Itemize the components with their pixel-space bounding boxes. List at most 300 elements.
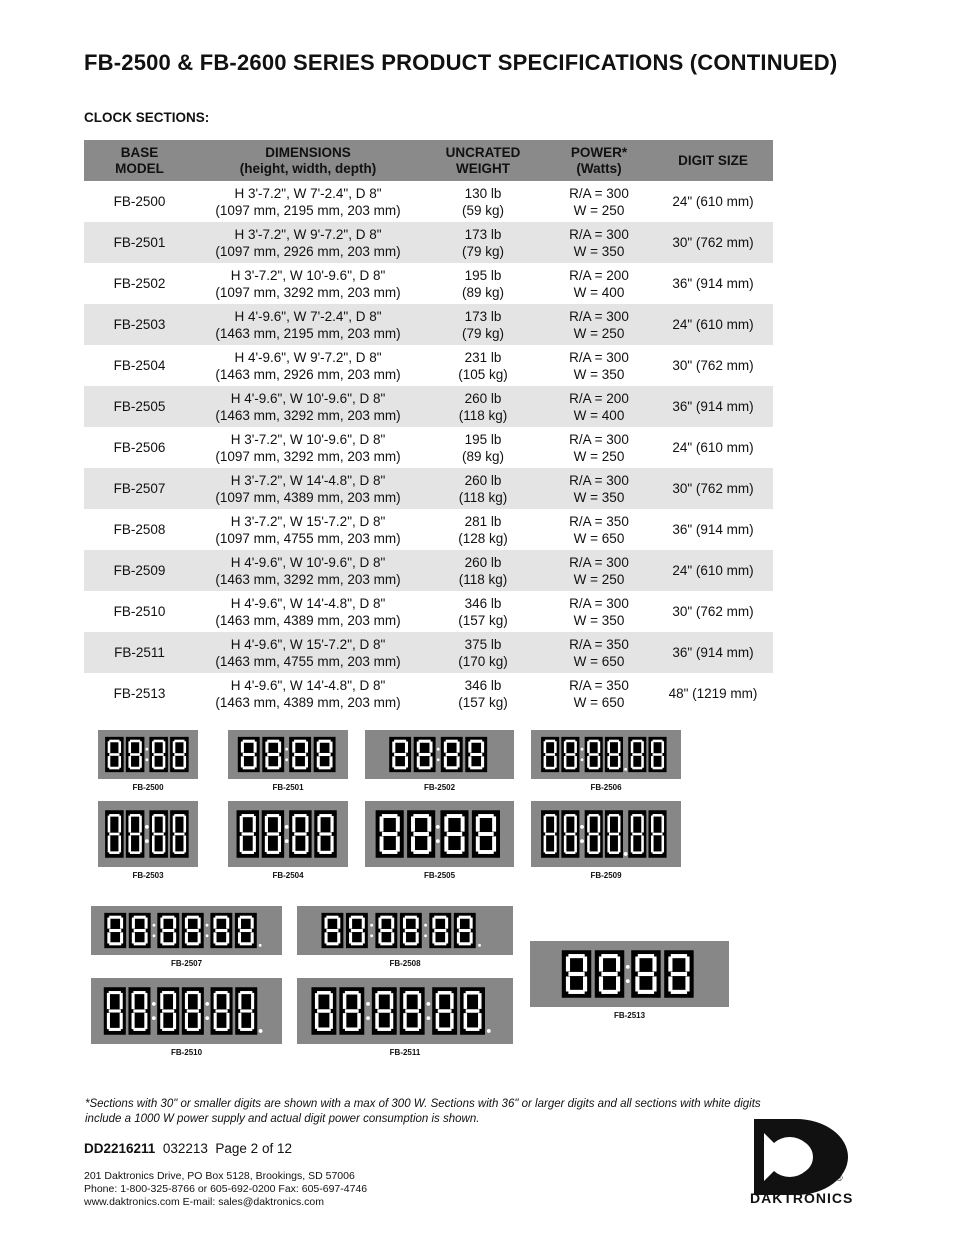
digit-segment	[226, 932, 229, 943]
digit-segment	[305, 816, 308, 832]
digit-segment	[447, 832, 463, 836]
digit-segment	[160, 1013, 163, 1029]
digit-segment	[609, 740, 619, 743]
table-row	[84, 263, 773, 304]
cell-model	[84, 427, 195, 468]
table-row	[84, 181, 773, 222]
digit-segment	[609, 833, 619, 836]
cell-weight	[421, 386, 545, 427]
digit-segment	[470, 932, 473, 943]
digit-segment	[380, 836, 384, 851]
cell-text: (157 kg)	[458, 694, 508, 710]
cell-text: (79 kg)	[461, 243, 505, 259]
colon-dot	[285, 758, 288, 761]
digit-segment	[243, 753, 255, 756]
digit-segment	[394, 753, 406, 756]
cell-text: 195 lb	[464, 431, 502, 447]
cell-text: R/A = 300	[569, 349, 629, 365]
cell-text: 173 lb	[464, 226, 502, 242]
cell-weight	[421, 673, 545, 714]
header-line: POWER*	[570, 144, 628, 160]
cell-dimensions	[195, 509, 421, 550]
digit-segment	[118, 741, 121, 753]
digit-segment	[351, 942, 363, 945]
digit-segment	[362, 918, 365, 929]
clock-diagram	[297, 906, 513, 955]
document-id: DD2216211	[84, 1141, 156, 1156]
header-line: DIMENSIONS	[265, 144, 351, 160]
digit-segment	[396, 816, 400, 831]
digit-segment	[607, 836, 610, 853]
digit-segment	[139, 816, 142, 833]
digit-segment	[215, 942, 227, 945]
digit-segment	[631, 836, 634, 853]
digit-segment	[429, 742, 432, 753]
cell-model	[84, 181, 195, 222]
colon-dot	[285, 839, 289, 843]
digit-segment	[242, 851, 254, 854]
cell-text: FB-2513	[113, 686, 166, 701]
digit-segment	[685, 957, 689, 972]
clock-digits	[365, 730, 514, 779]
digit-segment	[108, 741, 111, 753]
digit-segment	[120, 918, 123, 929]
digit-segment	[390, 993, 393, 1009]
cell-text: FB-2502	[113, 276, 166, 291]
digit-segment	[243, 766, 255, 769]
digit-segment	[392, 756, 395, 767]
digit-segment	[294, 766, 306, 769]
digit-segment	[242, 814, 254, 817]
digit-segment	[641, 756, 644, 768]
cell-model	[84, 632, 195, 673]
digit-segment	[405, 991, 419, 994]
digit-segment	[438, 1009, 452, 1012]
cell-text: FB-2503	[113, 317, 166, 332]
cell-text: R/A = 300	[569, 226, 629, 242]
document-revision: 032213	[162, 1141, 208, 1156]
cell-text: (170 kg)	[458, 653, 508, 669]
digit-segment	[152, 756, 155, 768]
page-number: Page 2 of 12	[215, 1141, 292, 1156]
cell-power	[545, 673, 653, 714]
clock-digits	[297, 978, 513, 1044]
cell-model	[84, 509, 195, 550]
digit-segment	[545, 753, 555, 756]
cell-text: 231 lb	[464, 349, 502, 365]
digit-segment	[185, 918, 188, 929]
clock-label: FB-2513	[613, 1011, 646, 1020]
digit-segment	[464, 1013, 467, 1029]
cell-digit-size	[653, 673, 773, 714]
digit-segment	[183, 756, 186, 768]
digit-segment	[267, 766, 279, 769]
cell-text: W = 400	[573, 284, 625, 300]
digit-segment	[329, 742, 332, 753]
digit-segment	[609, 814, 619, 817]
digit-segment	[265, 742, 268, 753]
cell-dimensions	[195, 386, 421, 427]
digit-segment	[183, 816, 186, 833]
cell-weight	[421, 550, 545, 591]
digit-segment	[589, 833, 599, 836]
cell-text: 260 lb	[464, 390, 502, 406]
digit-segment	[345, 991, 359, 994]
clock-digits	[91, 978, 282, 1044]
digit-segment	[317, 742, 320, 753]
digit-segment	[349, 918, 352, 929]
cell-digit-size	[653, 181, 773, 222]
table-row	[84, 591, 773, 632]
digit-segment	[265, 836, 268, 852]
digit-segment	[436, 1013, 439, 1029]
digit-segment	[405, 1027, 419, 1030]
digit-segment	[107, 993, 110, 1009]
digit-segment	[305, 756, 308, 767]
cell-power	[545, 509, 653, 550]
colon-dot	[580, 825, 584, 829]
digit-segment	[459, 916, 471, 919]
cell-digit-size	[653, 591, 773, 632]
digit-segment	[413, 850, 429, 854]
digit-segment	[163, 741, 166, 753]
logo-wordmark: DAKTRONICS	[750, 1190, 854, 1206]
digit-segment	[213, 932, 216, 943]
digit-segment	[427, 836, 431, 851]
section-heading: CLOCK SECTIONS:	[84, 110, 210, 125]
digit-segment	[226, 993, 229, 1009]
digit-segment	[325, 932, 328, 943]
colon-dot	[285, 825, 289, 829]
digit-segment	[492, 816, 496, 831]
digit-segment	[607, 756, 610, 768]
digit-segment	[329, 756, 332, 767]
digit-segment	[417, 756, 420, 767]
digit-segment	[638, 972, 654, 976]
digit-segment	[173, 741, 176, 753]
digit-segment	[564, 836, 567, 853]
digit-segment	[267, 851, 279, 854]
digit-segment	[319, 851, 331, 854]
cell-text: R/A = 300	[569, 308, 629, 324]
digit-segment	[598, 816, 601, 833]
digit-segment	[326, 929, 338, 932]
digit-segment	[609, 851, 619, 854]
digit-segment	[145, 932, 148, 943]
cell-power	[545, 181, 653, 222]
digit-segment	[253, 836, 256, 852]
digit-segment	[294, 753, 306, 756]
digit-segment	[390, 1013, 393, 1029]
digit-segment	[345, 1009, 359, 1012]
digit-segment	[382, 850, 398, 854]
digit-segment	[317, 1027, 331, 1030]
digit-segment	[254, 756, 257, 767]
cell-text: (1463 mm, 3292 mm, 203 mm)	[215, 571, 401, 587]
colon-dot	[424, 924, 427, 927]
digit-segment	[267, 753, 279, 756]
digit-segment	[470, 766, 482, 769]
digit-segment	[128, 756, 131, 768]
digit-segment	[631, 816, 634, 833]
cell-weight	[421, 263, 545, 304]
cell-text: FB-2509	[113, 563, 166, 578]
clock-label: FB-2508	[389, 959, 421, 968]
digit-segment	[457, 932, 460, 943]
decimal-dot	[487, 1029, 491, 1033]
digit-segment	[565, 814, 575, 817]
digit-segment	[468, 756, 471, 767]
digit-segment	[568, 954, 584, 958]
colon-dot	[145, 839, 149, 843]
digit-segment	[392, 742, 395, 753]
digit-segment	[589, 767, 599, 770]
cell-text: H 4'-9.6", W 10'-9.6", D 8"	[230, 390, 386, 406]
digit-segment	[444, 742, 447, 753]
cell-text: H 4'-9.6", W 7'-2.4", D 8"	[234, 308, 382, 324]
digit-segment	[118, 756, 121, 768]
digit-segment	[133, 1009, 145, 1012]
cell-model	[84, 673, 195, 714]
digit-segment	[545, 851, 555, 854]
digit-segment	[109, 916, 121, 919]
digit-segment	[240, 929, 252, 932]
digit-segment	[215, 991, 227, 994]
digit-segment	[545, 767, 555, 770]
digit-segment	[461, 816, 465, 831]
table-header-row	[84, 140, 773, 181]
digit-segment	[109, 991, 121, 994]
decimal-dot	[624, 852, 628, 856]
digit-segment	[405, 942, 417, 945]
digit-segment	[198, 993, 201, 1009]
cell-text: W = 350	[573, 612, 625, 628]
colon-dot	[285, 748, 288, 751]
digit-segment	[638, 990, 654, 994]
digit-segment	[651, 756, 654, 768]
cell-text: H 3'-7.2", W 10'-9.6", D 8"	[230, 431, 386, 447]
digit-segment	[662, 836, 665, 853]
digit-segment	[187, 929, 199, 932]
digit-segment	[357, 993, 360, 1009]
digit-segment	[162, 1009, 174, 1012]
cell-text: FB-2506	[113, 440, 166, 455]
digit-segment	[459, 929, 471, 932]
digit-segment	[470, 918, 473, 929]
digit-segment	[349, 932, 352, 943]
digit-segment	[132, 993, 135, 1009]
digit-segment	[416, 918, 419, 929]
digit-segment	[215, 1009, 227, 1012]
cell-text: 195 lb	[464, 267, 502, 283]
digit-segment	[294, 814, 306, 817]
digit-segment	[418, 1013, 421, 1029]
colon-dot	[366, 1002, 370, 1006]
colon-dot	[427, 1002, 431, 1006]
digit-segment	[380, 816, 384, 831]
digit-segment	[267, 740, 279, 743]
digit-segment	[618, 816, 621, 833]
digit-segment	[631, 741, 634, 753]
cell-text: (1097 mm, 3292 mm, 203 mm)	[215, 284, 401, 300]
cell-model	[84, 263, 195, 304]
cell-dimensions	[195, 591, 421, 632]
digit-segment	[653, 753, 663, 756]
digit-segment	[130, 851, 140, 854]
digit-segment	[240, 836, 243, 852]
cell-power	[545, 591, 653, 632]
cell-text: H 4'-9.6", W 9'-7.2", D 8"	[234, 349, 382, 365]
colon-dot	[437, 748, 440, 751]
digit-segment	[226, 1013, 229, 1029]
digit-segment	[405, 1009, 419, 1012]
digit-segment	[438, 1027, 452, 1030]
digit-segment	[187, 942, 199, 945]
table-row	[84, 632, 773, 673]
cell-text: W = 250	[573, 202, 625, 218]
digit-segment	[241, 742, 244, 753]
cell-text: (1097 mm, 4755 mm, 203 mm)	[215, 530, 401, 546]
cell-digit-size	[653, 345, 773, 386]
digit-segment	[481, 756, 484, 767]
digit-segment	[130, 767, 140, 770]
digit-segment	[466, 1009, 480, 1012]
colon-dot	[436, 839, 440, 843]
digit-segment	[478, 850, 494, 854]
digit-segment	[118, 816, 121, 833]
digit-segment	[317, 756, 320, 767]
digit-segment	[326, 916, 338, 919]
cell-weight	[421, 345, 545, 386]
digit-segment	[405, 916, 417, 919]
digit-segment	[671, 990, 687, 994]
digit-segment	[130, 814, 140, 817]
digit-segment	[653, 767, 663, 770]
cell-model	[84, 550, 195, 591]
cell-model	[84, 591, 195, 632]
colon-dot	[436, 825, 440, 829]
cell-text: FB-2505	[113, 399, 166, 414]
digit-segment	[685, 976, 689, 991]
page-title: FB-2500 & FB-2600 SERIES PRODUCT SPECIFICATIONS (CONTINUED)	[84, 50, 838, 75]
cell-text: R/A = 350	[569, 677, 629, 693]
digit-segment	[599, 957, 603, 972]
digit-segment	[120, 932, 123, 943]
cell-dimensions	[195, 181, 421, 222]
clock-diagram	[365, 730, 514, 779]
clock-digits	[531, 730, 681, 779]
digit-segment	[251, 918, 254, 929]
cell-text: 260 lb	[464, 472, 502, 488]
digit-segment	[434, 916, 446, 919]
cell-text: 260 lb	[464, 554, 502, 570]
clock-diagram	[98, 801, 198, 867]
cell-text: 281 lb	[464, 513, 502, 529]
digit-segment	[476, 816, 480, 831]
digit-segment	[583, 957, 587, 972]
digit-segment	[380, 916, 392, 919]
digit-segment	[317, 991, 331, 994]
colon-dot	[152, 1002, 156, 1006]
digit-segment	[445, 918, 448, 929]
digit-segment	[599, 976, 603, 991]
header-line: BASE	[120, 144, 159, 160]
digit-segment	[128, 836, 131, 853]
digit-segment	[241, 756, 244, 767]
digit-segment	[173, 993, 176, 1009]
digit-segment	[326, 942, 338, 945]
colon-dot	[153, 934, 156, 937]
digit-segment	[478, 1013, 481, 1029]
digit-segment	[109, 767, 119, 770]
digit-segment	[574, 816, 577, 833]
cell-weight	[421, 509, 545, 550]
digit-segment	[391, 918, 394, 929]
digit-segment	[459, 942, 471, 945]
digit-segment	[662, 756, 665, 768]
cell-text: 30" (762 mm)	[672, 481, 754, 496]
cell-text: (1463 mm, 2195 mm, 203 mm)	[215, 325, 401, 341]
digit-segment	[162, 942, 174, 945]
digit-segment	[653, 851, 663, 854]
digit-segment	[618, 756, 621, 768]
digit-segment	[413, 832, 429, 836]
cell-text: 36" (914 mm)	[672, 399, 754, 414]
digit-segment	[173, 918, 176, 929]
cell-power	[545, 345, 653, 386]
clock-digits	[365, 801, 514, 867]
cell-text: H 3'-7.2", W 9'-7.2", D 8"	[234, 226, 382, 242]
clock-digits	[91, 906, 282, 955]
digit-segment	[568, 990, 584, 994]
header-line: DIGIT SIZE	[678, 152, 748, 168]
digit-segment	[330, 816, 333, 832]
digit-segment	[466, 1027, 480, 1030]
digit-segment	[618, 836, 621, 853]
digit-segment	[139, 836, 142, 853]
digit-segment	[152, 816, 155, 833]
digit-segment	[305, 836, 308, 852]
digit-segment	[587, 741, 590, 753]
digit-segment	[108, 816, 111, 833]
digit-segment	[198, 918, 201, 929]
digit-segment	[319, 766, 331, 769]
clock-label: FB-2509	[590, 871, 622, 880]
digit-segment	[411, 836, 415, 851]
digit-segment	[198, 1013, 201, 1029]
clock-diagram	[228, 801, 348, 867]
digit-segment	[240, 942, 252, 945]
digit-segment	[319, 753, 331, 756]
digit-segment	[187, 991, 199, 994]
digit-segment	[253, 816, 256, 832]
digit-segment	[109, 833, 119, 836]
cell-text: (157 kg)	[458, 612, 508, 628]
digit-segment	[545, 740, 555, 743]
digit-segment	[544, 756, 547, 768]
digit-segment	[635, 957, 639, 972]
cell-digit-size	[653, 427, 773, 468]
cell-text: H 3'-7.2", W 7'-2.4", D 8"	[234, 185, 382, 201]
digit-segment	[481, 742, 484, 753]
colon-dot	[427, 1016, 431, 1020]
digit-segment	[185, 993, 188, 1009]
cell-text: (89 kg)	[461, 448, 505, 464]
clock-digits	[228, 730, 348, 779]
clock-label: FB-2505	[423, 871, 456, 880]
digit-segment	[616, 957, 620, 972]
cell-text: (1463 mm, 2926 mm, 203 mm)	[215, 366, 401, 382]
